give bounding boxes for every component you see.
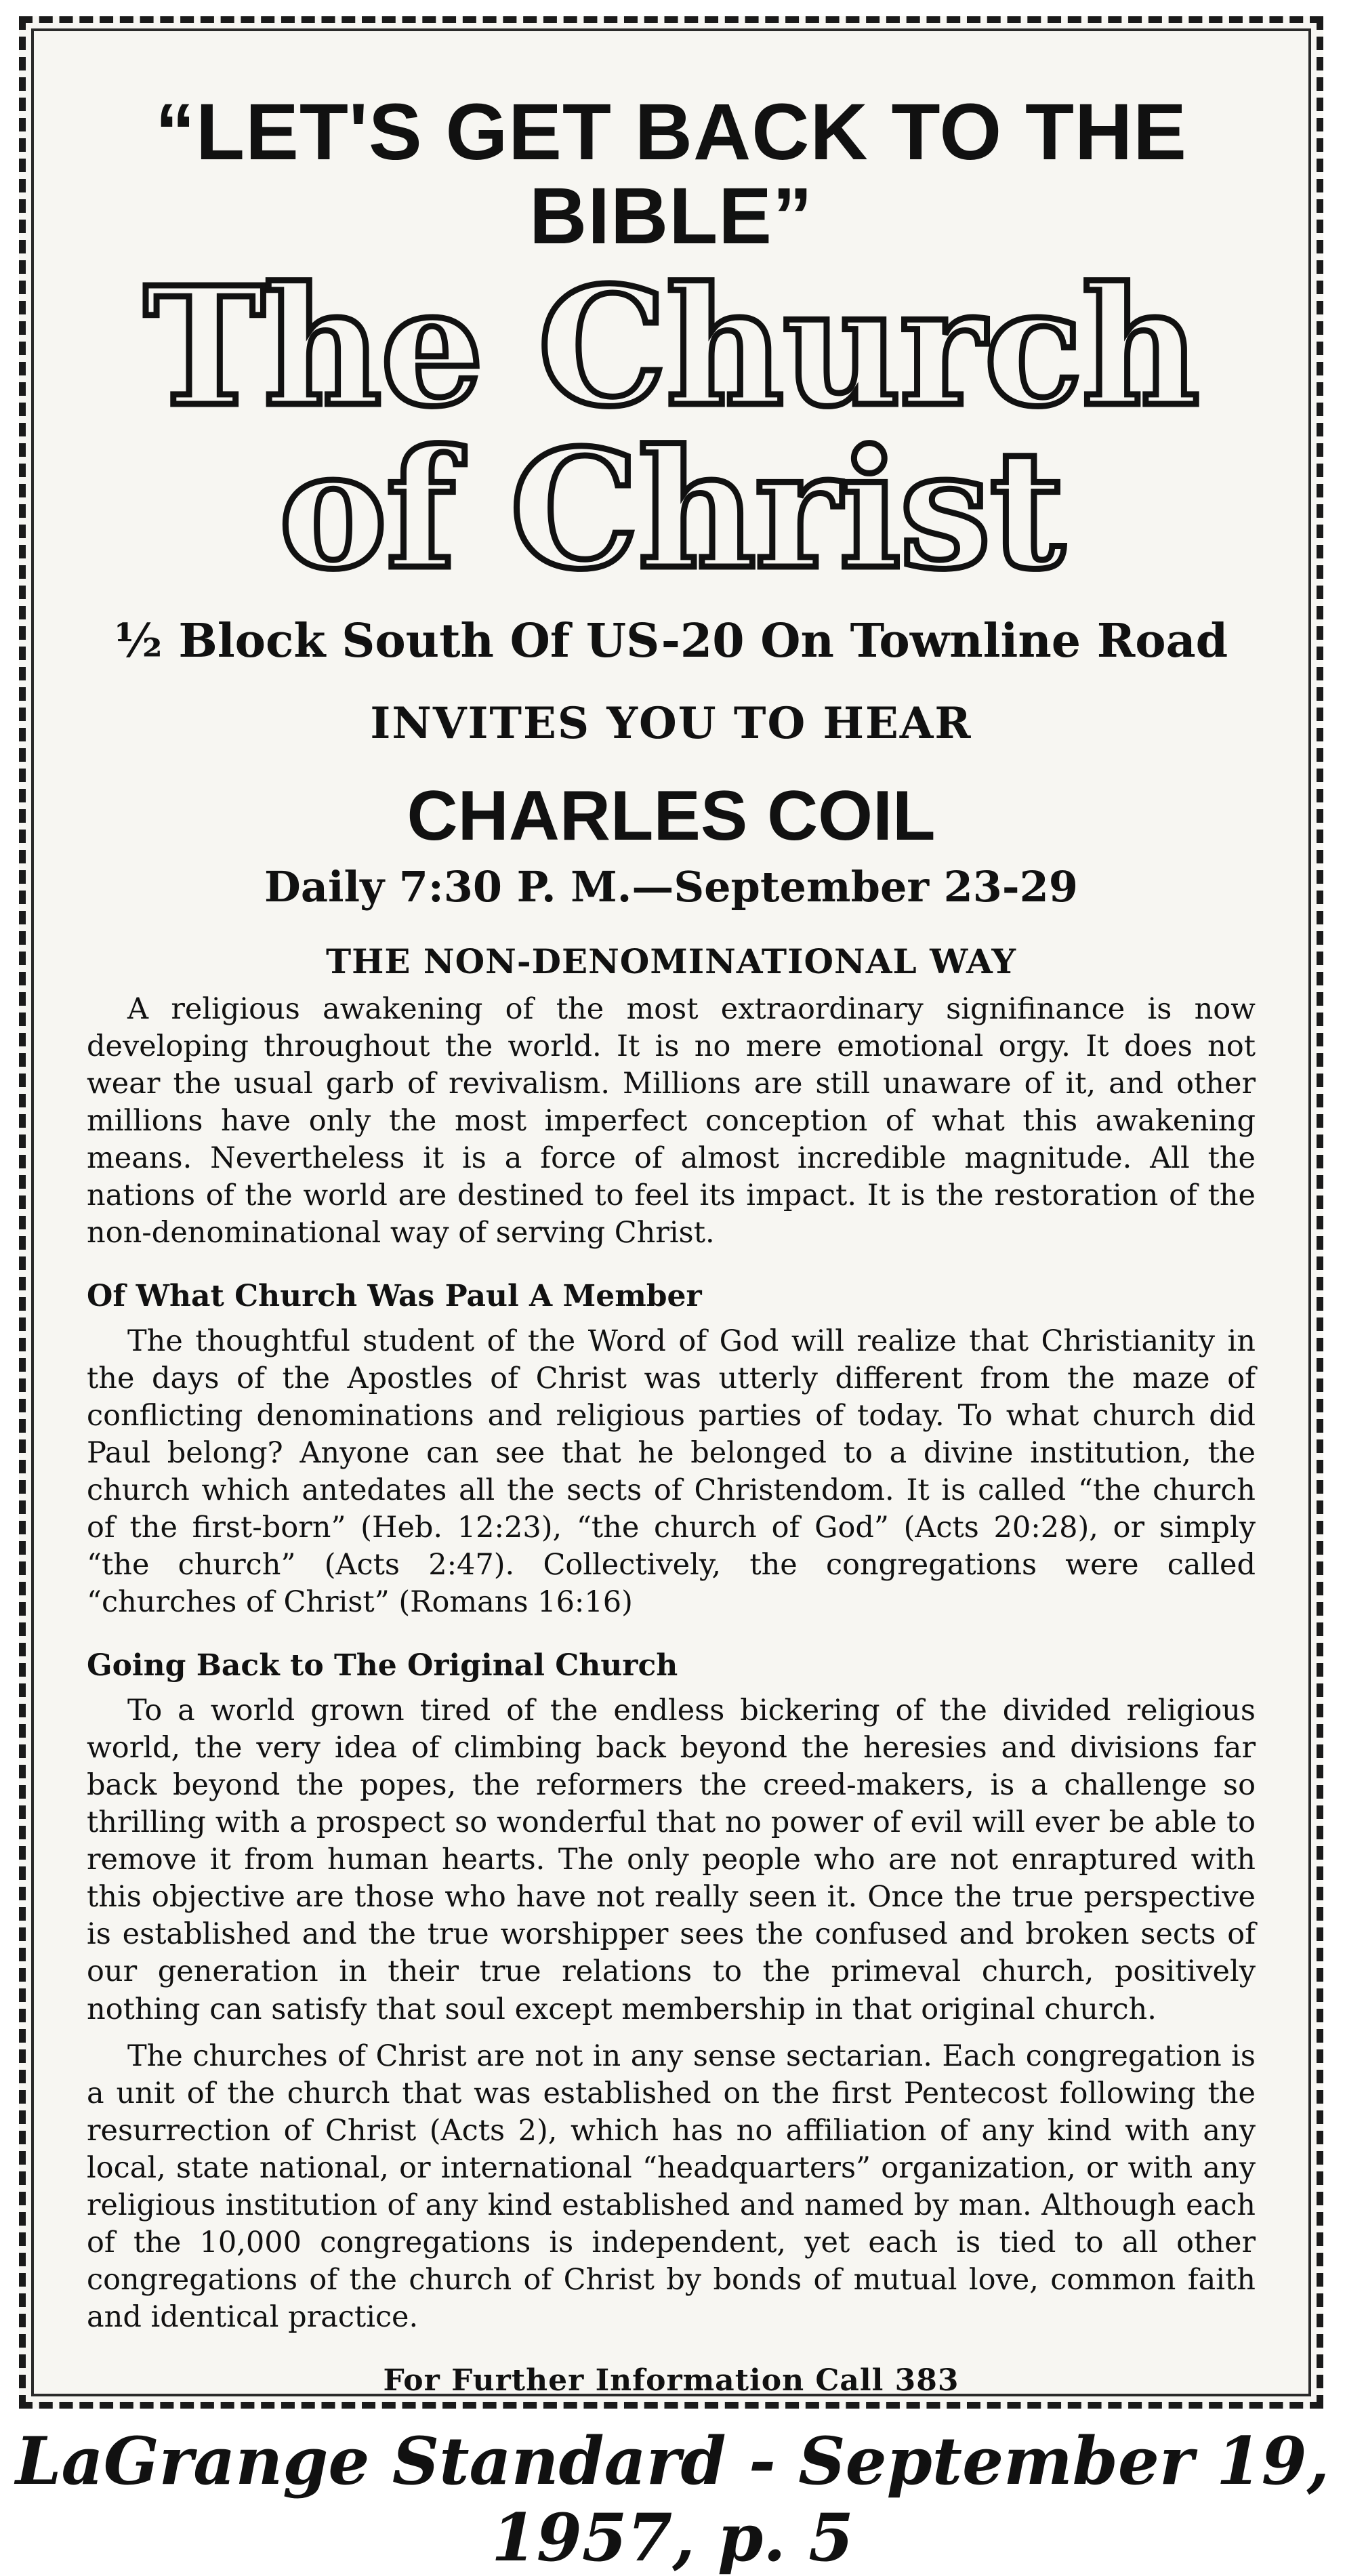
slogan-headline: “LET'S GET BACK TO THE BIBLE” — [155, 87, 1187, 261]
subhead-original-church: Going Back to The Original Church — [87, 1648, 678, 1683]
section-title: THE NON-DENOMINATIONAL WAY — [325, 941, 1017, 981]
newspaper-advertisement — [19, 16, 1323, 2409]
address-line: ½ Block South Of US-20 On Townline Road — [114, 613, 1228, 668]
source-caption: LaGrange Standard - September 19, 1957, p. 5 — [15, 2423, 1330, 2576]
invitation-line: INVITES YOU TO HEAR — [370, 697, 972, 749]
intro-paragraph: A religious awakening of the most extraordinary signifinance is now developing throughout the world. It is no mere emotional orgy. It does not wear the usual garb of revivalism. Millions are still unaware of it, and other millions have only the most imperfect conception of what this awakening means. Nevertheless it is a force of almost incredible magnitude. All the nations of the world are destined to feel its impact. It is the restoration of the non-denominational way of serving Christ. — [87, 991, 1256, 1250]
paragraph-original-church: To a world grown tired of the endless bickering of the divided religious world, the very idea of climbing back beyond the heresies and divisions far back beyond the popes, the reformers the creed-makers, is a challenge so thrilling with a prospect so wonderful that no power of evil will ever be able to remove it from human hearts. The only people who are not enraptured with this objective are those who have not really seen it. Once the true perspective is established and the true worshipper sees the confused and broken sects of our generation in their true relations to the primeval church, positively nothing can satisfy that soul except membership in that original church. — [87, 1694, 1256, 2026]
contact-line: For Further Information Call 383 — [383, 2363, 959, 2398]
event-schedule: Daily 7:30 P. M.—September 23-29 — [264, 861, 1078, 912]
paragraph-non-sectarian: The churches of Christ are not in any sense sectarian. Each congregation is a unit of the church that was established on the first Pentecost following the resurrection of Christ (Acts 2), which has no affiliation of any kind with any local, state national, or international “headquarters” organization, or with any religious institution of any kind established and named by man. Although each of the 10,000 congregations is independent, yet each is tied to all other congregations of the church of Christ by bonds of mutual love, common faith and identical practice. — [87, 2039, 1256, 2334]
subhead-paul-member: Of What Church Was Paul A Member — [87, 1279, 702, 1313]
speaker-name: CHARLES COIL — [407, 776, 936, 855]
paragraph-paul-member: The thoughtful student of the Word of God will realize that Christianity in the days of the Apostles of Christ was utterly different from the maze of conflicting denominations and religious parties of today. To what church did Paul belong? Anyone can see that he belonged to a divine institution, the church which antedates all the sects of Christendom. It is called “the church of the first-born” (Heb. 12:23), “the church of God” (Acts 20:28), or simply “the church” (Acts 2:47). Collectively, the congregations were called “churches of Christ” (Romans 16:16) — [87, 1324, 1256, 1620]
church-name-title: The Church of Christ — [144, 251, 1199, 605]
